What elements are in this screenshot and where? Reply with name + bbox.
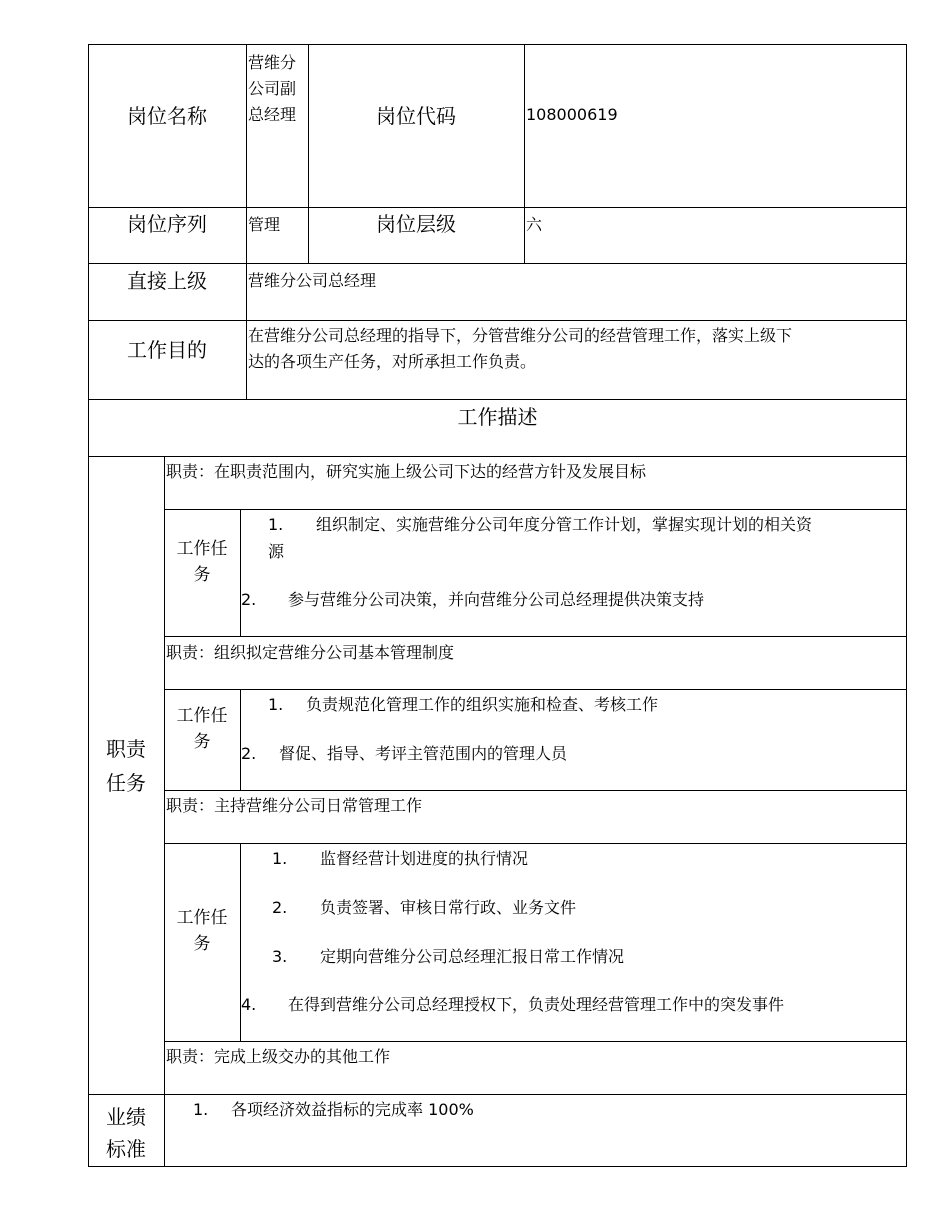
- row-divider: [164, 689, 907, 690]
- task-label-line-2: 务: [193, 732, 211, 752]
- col-divider: [240, 689, 241, 790]
- superior-value: 营维分公司总经理: [248, 271, 377, 290]
- row-divider: [164, 1041, 907, 1042]
- task-label: [164, 536, 240, 588]
- performance-number: 1.: [193, 1100, 209, 1119]
- row-divider: [164, 509, 907, 510]
- task-label-line-1: 工作任: [176, 908, 228, 928]
- task-number: 3.: [272, 947, 288, 966]
- row-divider: [88, 456, 907, 457]
- label-position-name: 岗位名称: [127, 104, 207, 128]
- task-text-continued: 源: [268, 542, 285, 561]
- task-number: 1.: [268, 515, 284, 534]
- purpose-line-1: 在营维分公司总经理的指导下，分管营维分公司的经营管理工作，落实上级下: [248, 326, 793, 345]
- duty-text: 职责：组织拟定营维分公司基本管理制度: [166, 643, 455, 662]
- task-label-line-2: 务: [193, 565, 211, 585]
- task-number: 1.: [272, 849, 288, 868]
- duty-text: 职责：完成上级交办的其他工作: [166, 1047, 391, 1066]
- task-label: [164, 905, 240, 957]
- task-label-line-1: 工作任: [176, 706, 228, 726]
- row-divider: [164, 790, 907, 791]
- col-divider: [246, 44, 247, 400]
- task-text: 在得到营维分公司总经理授权下，负责处理经营管理工作中的突发事件: [288, 995, 785, 1014]
- performance-text: 各项经济效益指标的完成率 100%: [231, 1100, 474, 1119]
- label-position-code: 岗位代码: [376, 104, 456, 128]
- row-divider: [164, 843, 907, 844]
- duties-label-line-1: 职责: [106, 737, 146, 761]
- performance-label-line-1: 业绩: [106, 1105, 146, 1129]
- label-level: 岗位层级: [376, 212, 456, 236]
- duty-text: 职责：主持营维分公司日常管理工作: [166, 796, 423, 815]
- task-text: 负责规范化管理工作的组织实施和检查、考核工作: [306, 695, 659, 714]
- series-value: 管理: [248, 215, 281, 234]
- task-label-line-1: 工作任: [176, 539, 228, 559]
- level-value: 六: [526, 215, 543, 234]
- task-label-line-2: 务: [193, 934, 211, 954]
- task-text: 组织制定、实施营维分公司年度分管工作计划，掌握实现计划的相关资: [316, 515, 813, 534]
- task-number: 1.: [268, 695, 284, 714]
- duties-label-line-2: 任务: [106, 771, 146, 795]
- duty-text: 职责：在职责范围内，研究实施上级公司下达的经营方针及发展目标: [166, 462, 647, 481]
- performance-label-line-2: 标准: [106, 1137, 146, 1161]
- task-text: 监督经营计划进度的执行情况: [320, 849, 529, 868]
- col-divider: [240, 509, 241, 636]
- task-text: 负责签署、审核日常行政、业务文件: [320, 898, 577, 917]
- task-number: 2.: [241, 590, 257, 609]
- position-code-value: 108000619: [526, 105, 618, 124]
- section-title: 工作描述: [457, 405, 538, 429]
- task-label: [164, 703, 240, 755]
- task-text: 督促、指导、考评主管范围内的管理人员: [279, 744, 568, 763]
- label-superior: 直接上级: [127, 269, 207, 293]
- label-purpose: 工作目的: [127, 338, 207, 362]
- purpose-line-2: 达的各项生产任务，对所承担工作负责。: [248, 352, 537, 371]
- position-name-value: 营维分公司副总经理: [248, 53, 297, 124]
- row-divider: [88, 1094, 907, 1095]
- task-text: 参与营维分公司决策，并向营维分公司总经理提供决策支持: [288, 590, 705, 609]
- task-number: 2.: [241, 744, 257, 763]
- task-number: 4.: [241, 995, 257, 1014]
- task-number: 2.: [272, 898, 288, 917]
- row-divider: [88, 320, 907, 321]
- task-text: 定期向营维分公司总经理汇报日常工作情况: [320, 947, 625, 966]
- row-divider: [164, 636, 907, 637]
- col-divider: [524, 44, 525, 264]
- label-series: 岗位序列: [127, 212, 207, 236]
